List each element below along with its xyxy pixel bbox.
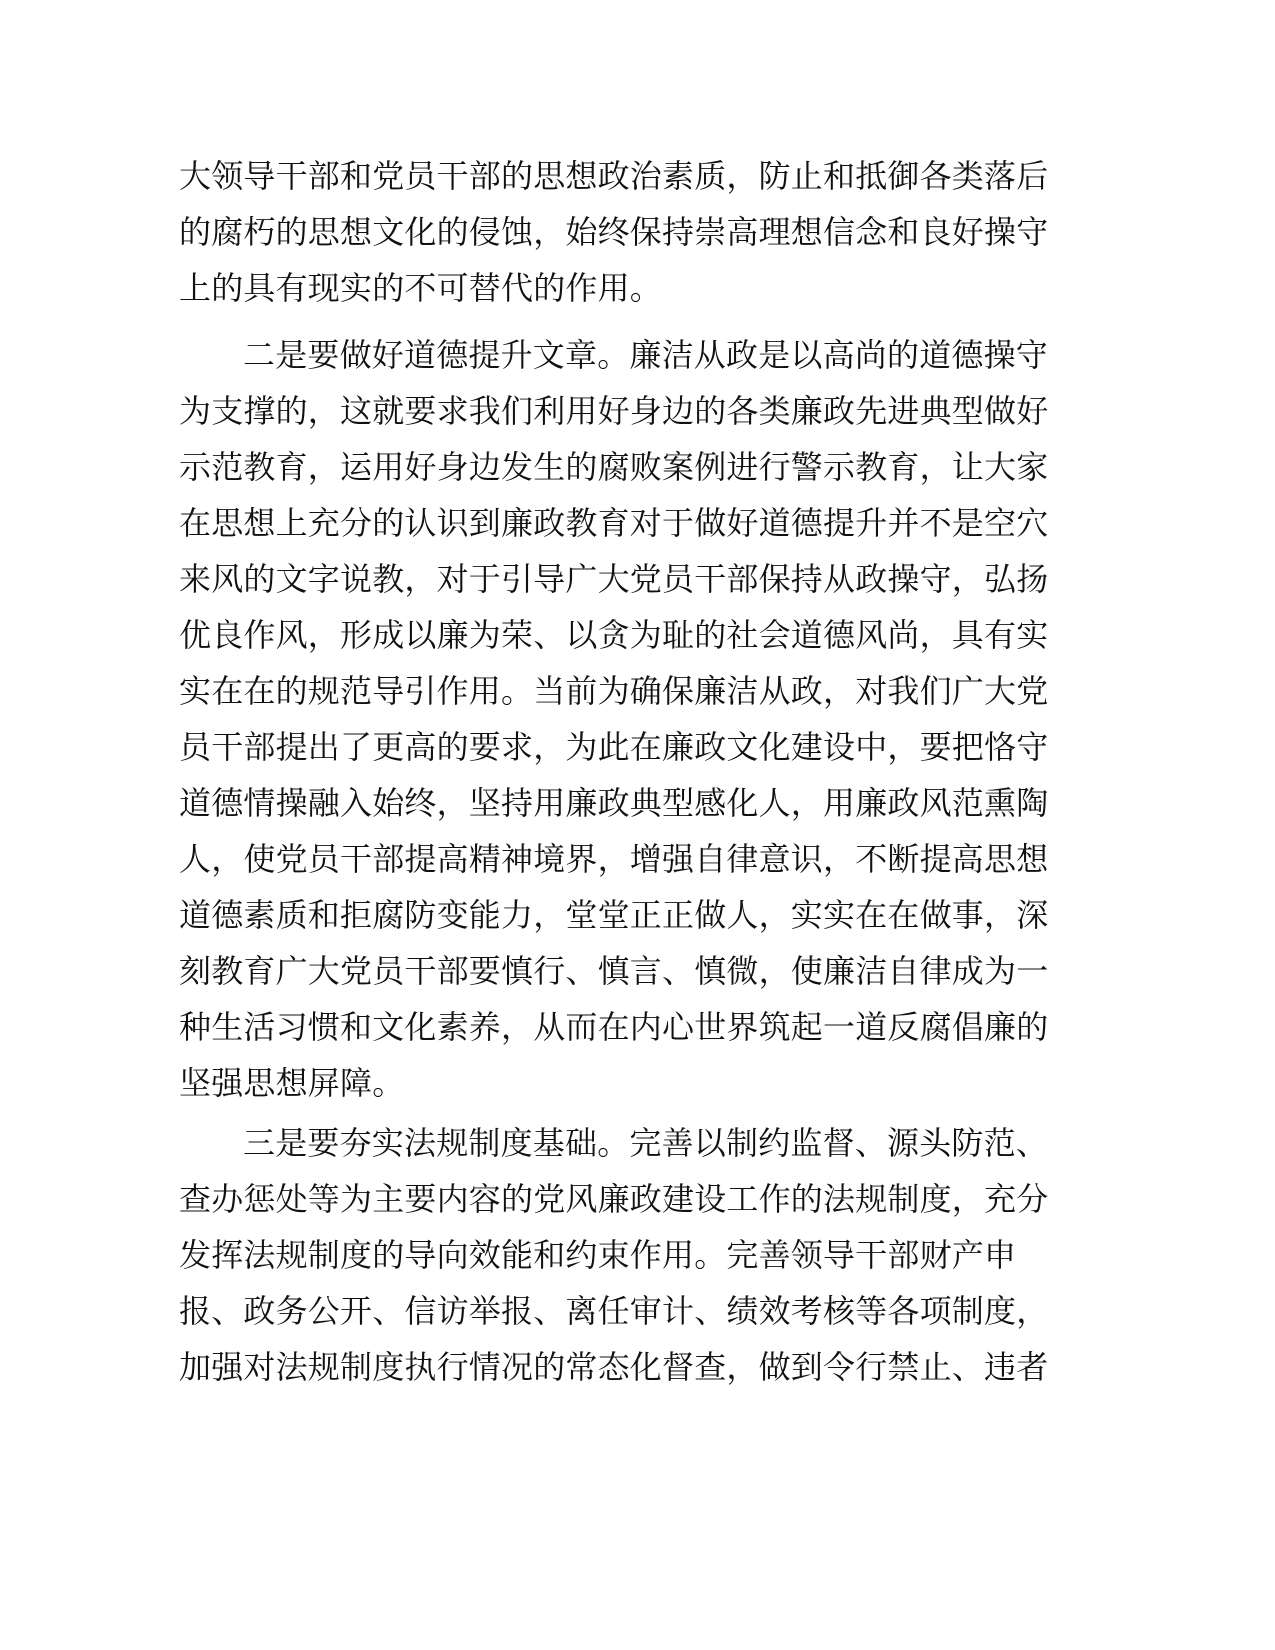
text-line: 示范教育，运用好身边发生的腐败案例进行警示教育，让大家 — [179, 448, 1049, 486]
text-line: 来风的文字说教，对于引导广大党员干部保持从政操守，弘扬 — [179, 560, 1049, 598]
text-line: 三是要夯实法规制度基础。完善以制约监督、源头防范、 — [243, 1124, 1049, 1162]
text-line: 发挥法规制度的导向效能和约束作用。完善领导干部财产申 — [179, 1236, 1017, 1274]
text-line: 报、政务公开、信访举报、离任审计、绩效考核等各项制度， — [179, 1292, 1049, 1330]
text-line: 查办惩处等为主要内容的党风廉政建设工作的法规制度，充分 — [179, 1180, 1049, 1218]
text-line: 刻教育广大党员干部要慎行、慎言、慎微，使廉洁自律成为一 — [179, 952, 1049, 990]
text-line: 优良作风，形成以廉为荣、以贪为耻的社会道德风尚，具有实 — [179, 616, 1049, 654]
text-line: 人，使党员干部提高精神境界，增强自律意识，不断提高思想 — [179, 840, 1049, 878]
text-line: 二是要做好道德提升文章。廉洁从政是以高尚的道德操守 — [243, 336, 1049, 374]
text-line: 大领导干部和党员干部的思想政治素质，防止和抵御各类落后 — [179, 157, 1049, 195]
text-line: 为支撑的，这就要求我们利用好身边的各类廉政先进典型做好 — [179, 392, 1049, 430]
text-line: 种生活习惯和文化素养，从而在内心世界筑起一道反腐倡廉的 — [179, 1008, 1049, 1046]
paragraph-moral-improvement — [179, 327, 1049, 1111]
text-line: 道德素质和拒腐防变能力，堂堂正正做人，实实在在做事，深 — [179, 896, 1049, 934]
paragraph-regulations — [179, 1115, 1049, 1395]
text-line: 实在在的规范导引作用。当前为确保廉洁从政，对我们广大党 — [179, 672, 1049, 710]
text-line: 在思想上充分的认识到廉政教育对于做好道德提升并不是空穴 — [179, 504, 1049, 542]
paragraph-continuation — [179, 148, 1049, 316]
text-line: 加强对法规制度执行情况的常态化督查，做到令行禁止、违者 — [179, 1348, 1049, 1386]
text-line: 坚强思想屏障。 — [179, 1064, 405, 1102]
text-line: 员干部提出了更高的要求，为此在廉政文化建设中，要把恪守 — [179, 728, 1049, 766]
text-line: 上的具有现实的不可替代的作用。 — [179, 269, 663, 307]
text-line: 道德情操融入始终，坚持用廉政典型感化人，用廉政风范熏陶 — [179, 784, 1049, 822]
text-line: 的腐朽的思想文化的侵蚀，始终保持崇高理想信念和良好操守 — [179, 213, 1049, 251]
